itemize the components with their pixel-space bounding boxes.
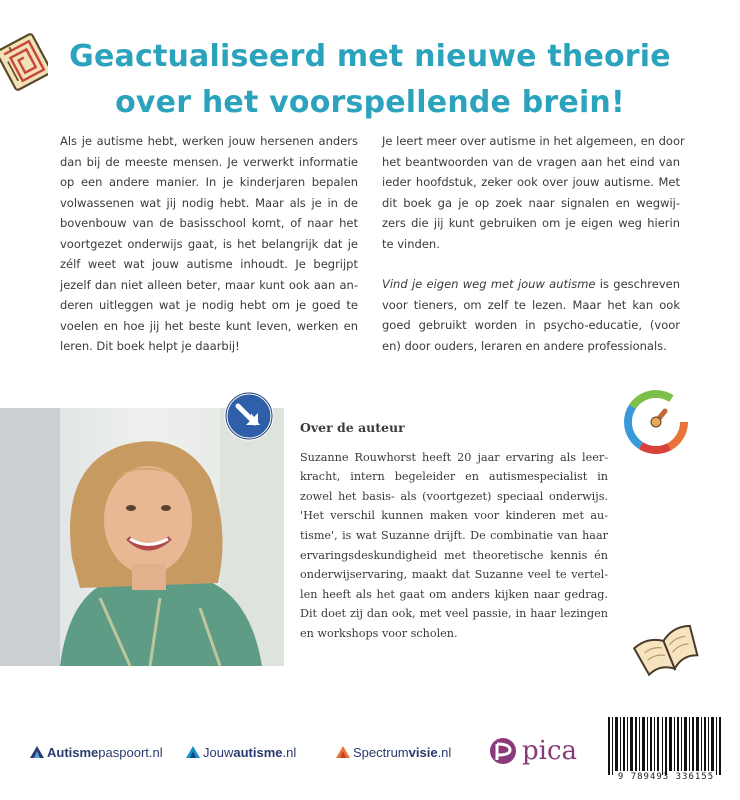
text-line: dit boek ga je op zoek naar signalen en wegwij- xyxy=(382,195,680,210)
text-line: op een andere manier. In je kinderjaren bepalen xyxy=(60,175,358,189)
logo-spectrumvisie xyxy=(336,740,451,764)
text-line: het beantwoorden van de vragen aan het eind van xyxy=(382,154,680,169)
spectrumvisie-logo-icon xyxy=(336,746,350,758)
intro-paragraph xyxy=(60,131,358,357)
text-line: ervaringsdeskundigheid met theoretische kennis én xyxy=(300,548,608,562)
headline-line-2: over het voorspellende brein! xyxy=(115,85,625,120)
gauge-icon xyxy=(623,389,689,455)
right-column xyxy=(382,131,685,376)
logo-text: Jouw xyxy=(203,744,234,760)
text-line: en) door ouders, leraren en andere professionals. xyxy=(382,338,667,353)
logo-text: Spectrum xyxy=(353,744,409,760)
body-paragraph xyxy=(382,131,685,254)
book-title: Vind je eigen weg met jouw autisme xyxy=(382,277,596,291)
author-heading: Over de auteur xyxy=(300,420,405,435)
text-line: voelen en hoe jij het beste kunt leven, werken en xyxy=(60,318,358,333)
text-line: Suzanne Rouwhorst heeft 20 jaar ervaring als leer- xyxy=(300,450,608,464)
text-line: en workshops voor scholen. xyxy=(300,626,458,640)
body-paragraph xyxy=(382,274,680,356)
logo-text: .nl xyxy=(437,744,452,760)
headline xyxy=(0,34,740,126)
text-line: dan bij de meeste mensen. Je verwerkt informatie xyxy=(60,154,358,169)
logo-text: .nl xyxy=(282,744,297,760)
text-line xyxy=(382,274,680,295)
logo-text-bold: Autisme xyxy=(47,744,99,760)
text-line: deren uitleggen wat je nodig hebt om je goed te xyxy=(60,298,358,312)
logo-text-bold: autisme xyxy=(233,744,283,760)
text-line: voortgezet onderwijs gaat, is het belangrijk dat je xyxy=(60,236,358,251)
text-line: bovenbouw van de basisschool komt, of naar het xyxy=(60,216,358,230)
pica-text: pica xyxy=(522,736,578,766)
text-fragment: is geschreven xyxy=(595,277,680,291)
text-line: leren. Dit boek helpt je daarbij! xyxy=(60,339,240,353)
headline-line-1: Geactualiseerd met nieuwe theorie xyxy=(69,39,671,74)
text-line: len heeft als het gaat om anders kijken naar gedrag. xyxy=(300,587,608,601)
author-photo xyxy=(0,408,284,666)
text-line: zowel het basis- als (voortgezet) speciaal onderwijs. xyxy=(300,489,608,503)
text-line: voor tieners, om zelf te lezen. Maar het kan ook xyxy=(382,297,680,312)
text-line: ieder hoofdstuk, zeker ook over jouw autisme. Met xyxy=(382,175,680,189)
text-line: goed gebruikt worden in psycho-educatie, (voor xyxy=(382,318,680,332)
logo-autismepaspoort xyxy=(30,740,163,764)
left-column xyxy=(60,131,358,377)
logo-text: paspoort.nl xyxy=(98,744,163,760)
pica-logo-icon xyxy=(488,736,518,766)
logo-pica xyxy=(488,734,577,768)
text-line: zélf weet wat jouw autisme inhoudt. Je begrijpt xyxy=(60,257,358,271)
text-line: te vinden. xyxy=(382,236,440,251)
text-line: Je leert meer over autisme in het algemeen, en door xyxy=(382,134,685,148)
barcode-number: 9 789493 336155 xyxy=(617,772,715,782)
text-line: onderwijservaring, maakt dat Suzanne veel te vertel- xyxy=(300,568,608,582)
open-book-icon xyxy=(632,622,704,682)
logo-jouwautisme xyxy=(186,740,296,764)
text-line: Als je autisme hebt, werken jouw hersenen anders xyxy=(60,134,358,148)
text-line: volwassenen wat jij nodig hebt. Maar als je in de xyxy=(60,195,358,210)
jouwautisme-logo-icon xyxy=(186,746,200,758)
text-line: zers die jij kunt gebruiken om je eigen weg hierin xyxy=(382,216,680,230)
text-line: 'Het verschil kunnen maken voor kinderen met au- xyxy=(300,509,608,523)
arrow-circle-icon xyxy=(224,391,274,441)
text-line: kracht, intern begeleider en autismespecialist in xyxy=(300,470,608,484)
logo-text-bold: visie xyxy=(408,744,438,760)
text-line: jezelf dan niet alleen beter, maar kunt ook aan an- xyxy=(60,277,358,292)
author-section xyxy=(300,418,608,644)
autismepaspoort-logo-icon xyxy=(30,746,44,758)
text-line: tisme', is wat Suzanne drijft. De combinatie van haar xyxy=(300,528,608,542)
text-line: Dit doet zij dan ook, met veel passie, in haar lezingen xyxy=(300,607,608,621)
